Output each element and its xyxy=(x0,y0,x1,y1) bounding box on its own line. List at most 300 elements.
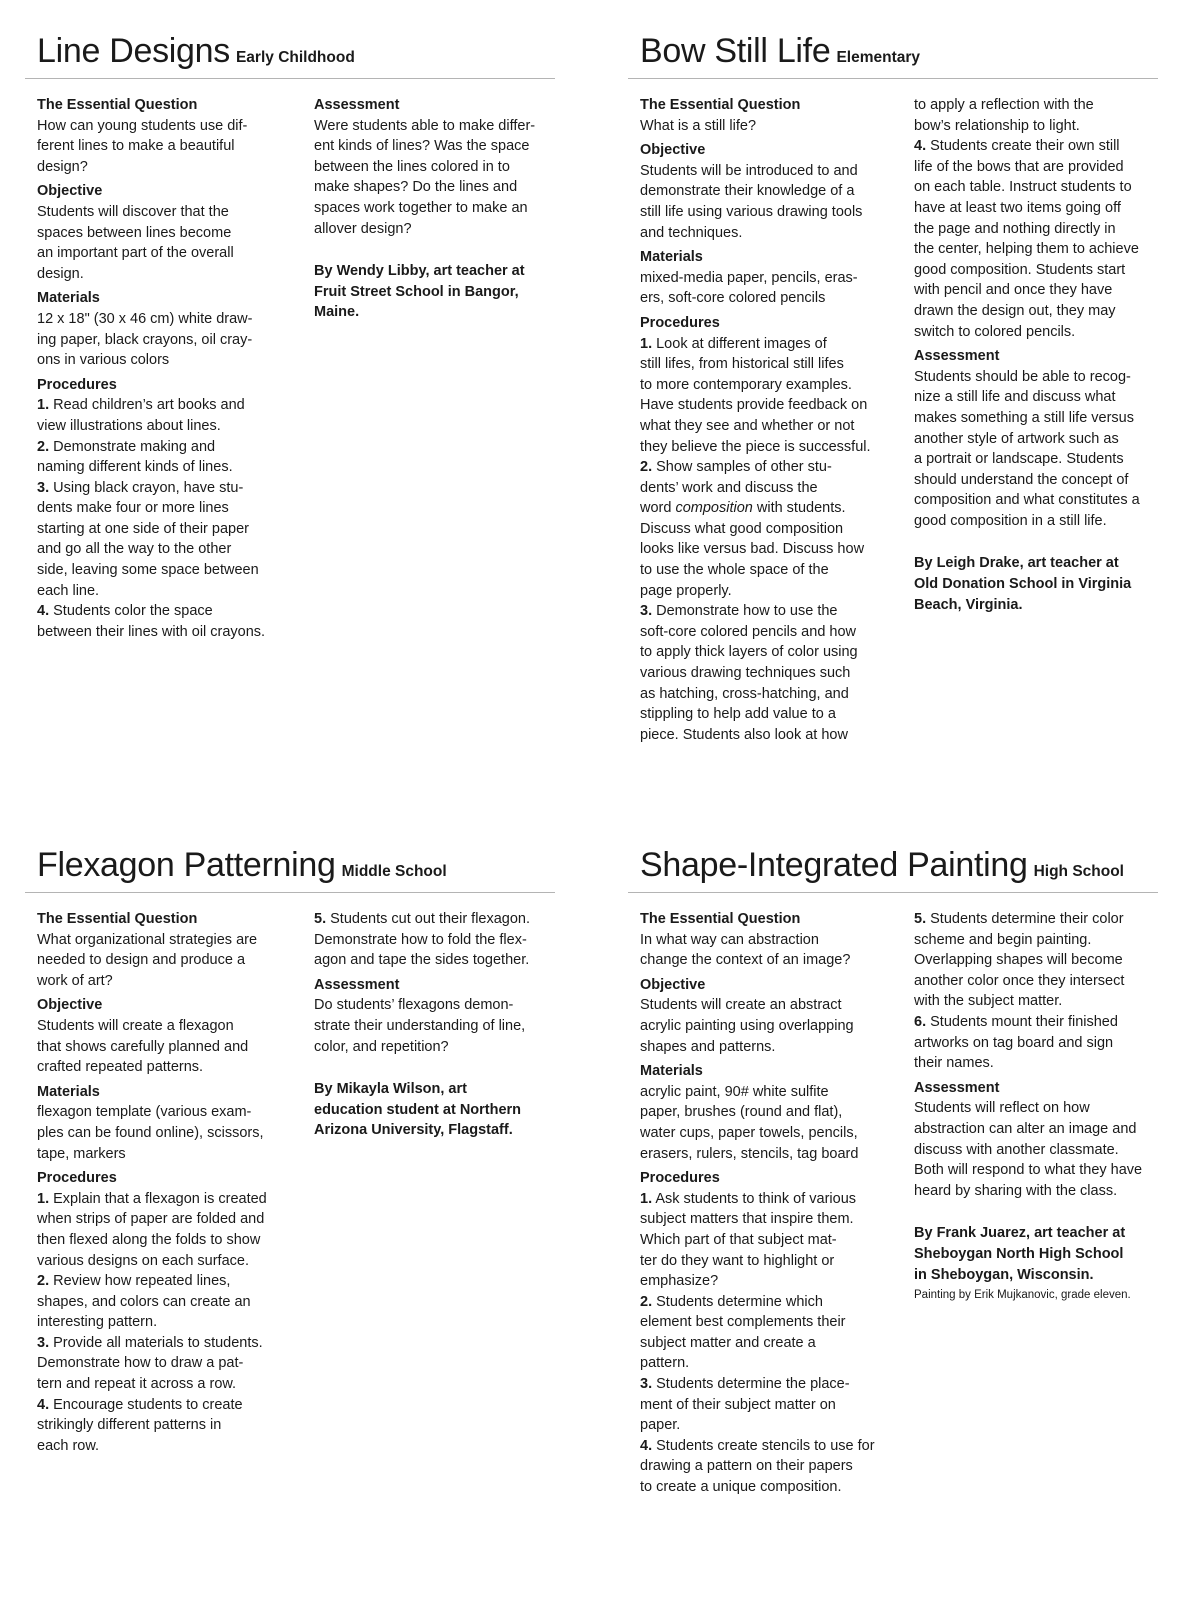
procedure-text: page properly. xyxy=(640,582,732,599)
procedure-line xyxy=(640,334,892,355)
step-number: 1. xyxy=(37,397,50,414)
procedure-line xyxy=(640,498,892,519)
assessment-text: make shapes? Do the lines and xyxy=(314,179,518,196)
procedure-line xyxy=(37,416,289,437)
column-right xyxy=(314,909,566,1141)
procedure-text: Demonstrate how to use the xyxy=(652,603,838,620)
procedure-text: various designs on each surface. xyxy=(37,1252,249,1269)
procedure-line xyxy=(640,725,892,746)
objective-text: Students will discover that the xyxy=(37,203,229,220)
byline-line: Fruit Street School in Bangor, xyxy=(314,283,519,300)
procedure-line xyxy=(914,950,1166,971)
procedure-line xyxy=(37,498,289,519)
procedure-line xyxy=(640,1456,892,1477)
procedure-line xyxy=(37,601,289,622)
procedure-line xyxy=(37,1271,289,1292)
assessment-text: nize a still life and discuss what xyxy=(914,389,1116,406)
procedure-text: another color once they intersect xyxy=(914,972,1125,989)
procedure-line xyxy=(37,1436,289,1457)
assessment-text: should understand the concept of xyxy=(914,471,1129,488)
objective-text: Students will be introduced to and xyxy=(640,162,858,179)
step-number: 3. xyxy=(37,1334,50,1351)
assessment-label: Assessment xyxy=(914,1079,1000,1096)
byline-line: By Leigh Drake, art teacher at xyxy=(914,555,1119,572)
procedures-label: Procedures xyxy=(640,1170,720,1187)
procedure-text: dents’ work and discuss the xyxy=(640,479,818,496)
procedure-text: bow’s relationship to light. xyxy=(914,117,1080,134)
procedure-line xyxy=(37,519,289,540)
procedure-text: with pencil and once they have xyxy=(914,282,1113,299)
procedure-line xyxy=(640,1415,892,1436)
materials-text: erasers, rulers, stencils, tag board xyxy=(640,1145,859,1162)
author-byline xyxy=(314,261,566,323)
assessment-text: spaces work together to make an xyxy=(314,199,528,216)
procedure-line xyxy=(37,1230,289,1251)
objective-label: Objective xyxy=(640,142,706,159)
procedure-line xyxy=(640,416,892,437)
materials-text: acrylic paint, 90# white sulfite xyxy=(640,1083,829,1100)
procedure-text: Provide all materials to students. xyxy=(49,1334,263,1351)
procedure-line xyxy=(640,395,892,416)
procedure-text: pattern. xyxy=(640,1355,690,1372)
procedure-line xyxy=(37,1333,289,1354)
procedure-text: soft-core colored pencils and how xyxy=(640,623,857,640)
procedure-text: element best complements their xyxy=(640,1314,846,1331)
essential-question-label: The Essential Question xyxy=(640,97,801,113)
assessment-text: strate their understanding of line, xyxy=(314,1017,526,1034)
procedure-line xyxy=(37,560,289,581)
procedure-line xyxy=(640,581,892,602)
procedure-text: Explain that a flexagon is created xyxy=(49,1190,267,1207)
assessment-text: ent kinds of lines? Was the space xyxy=(314,138,530,155)
procedure-line xyxy=(640,684,892,705)
objective-text: still life using various drawing tools xyxy=(640,203,863,220)
procedure-text: looks like versus bad. Discuss how xyxy=(640,541,865,558)
procedure-line xyxy=(640,1189,892,1210)
procedure-text: when strips of paper are folded and xyxy=(37,1211,265,1228)
essential-question-text: change the context of an image? xyxy=(640,952,851,969)
procedure-line xyxy=(640,1251,892,1272)
assessment-label: Assessment xyxy=(314,97,400,113)
lesson-title: Flexagon Patterning xyxy=(37,846,336,884)
assessment-text: makes something a still life versus xyxy=(914,409,1134,426)
objective-text: that shows carefully planned and xyxy=(37,1038,249,1055)
materials-text: tape, markers xyxy=(37,1145,126,1162)
procedure-text: to use the whole space of the xyxy=(640,562,829,579)
procedure-line xyxy=(914,930,1166,951)
procedure-line xyxy=(914,239,1166,260)
procedure-line xyxy=(37,539,289,560)
column-left xyxy=(37,95,289,642)
materials-text: ing paper, black crayons, oil cray- xyxy=(37,331,253,348)
procedure-text: still lifes, from historical still lifes xyxy=(640,356,844,373)
procedure-text: Demonstrate how to draw a pat- xyxy=(37,1355,244,1372)
assessment-text: Both will respond to what they have xyxy=(914,1162,1143,1179)
objective-text: design. xyxy=(37,265,84,282)
procedure-text: Students determine which xyxy=(652,1293,823,1310)
procedure-text: Review how repeated lines, xyxy=(49,1273,231,1290)
procedure-line xyxy=(640,1271,892,1292)
procedure-text: life of the bows that are provided xyxy=(914,158,1124,175)
author-byline xyxy=(314,1079,566,1141)
procedure-line xyxy=(914,1033,1166,1054)
procedure-line xyxy=(914,971,1166,992)
step-number: 4. xyxy=(914,138,927,155)
procedure-text: each line. xyxy=(37,582,100,599)
column-left xyxy=(640,95,892,745)
procedure-line xyxy=(914,219,1166,240)
procedure-text: artworks on tag board and sign xyxy=(914,1034,1114,1051)
assessment-text: composition and what constitutes a xyxy=(914,492,1140,509)
objective-text: Students will create an abstract xyxy=(640,997,842,1014)
procedure-text: they believe the piece is successful. xyxy=(640,438,871,455)
procedure-text: Students determine their color xyxy=(926,911,1124,927)
essential-question-text: design? xyxy=(37,158,88,175)
procedure-emphasis: composition xyxy=(675,500,753,517)
assessment-text: Were students able to make differ- xyxy=(314,117,536,134)
essential-question-text: needed to design and produce a xyxy=(37,952,246,969)
procedures-label: Procedures xyxy=(37,376,117,393)
procedure-line xyxy=(640,519,892,540)
lesson-1 xyxy=(25,32,555,640)
materials-text: ers, soft-core colored pencils xyxy=(640,290,826,307)
step-number: 4. xyxy=(37,1396,50,1413)
assessment-text: good composition in a still life. xyxy=(914,512,1107,529)
column-left xyxy=(37,909,289,1456)
procedure-line xyxy=(640,601,892,622)
materials-label: Materials xyxy=(640,1063,703,1080)
objective-text: Students will create a flexagon xyxy=(37,1017,234,1034)
procedure-text: view illustrations about lines. xyxy=(37,417,221,434)
procedure-line xyxy=(640,375,892,396)
procedure-text: side, leaving some space between xyxy=(37,562,259,579)
procedure-line xyxy=(37,1251,289,1272)
procedure-line xyxy=(914,116,1166,137)
procedure-line xyxy=(914,991,1166,1012)
procedure-text: drawing a pattern on their papers xyxy=(640,1458,853,1475)
procedure-text: subject matters that inspire them. xyxy=(640,1211,854,1228)
materials-text: mixed-media paper, pencils, eras- xyxy=(640,269,858,286)
procedure-text: Discuss what good composition xyxy=(640,520,844,537)
procedure-line xyxy=(37,395,289,416)
column-right xyxy=(914,95,1166,615)
materials-label: Materials xyxy=(37,1083,100,1100)
essential-question-text: In what way can abstraction xyxy=(640,931,819,948)
grade-level: Middle School xyxy=(341,863,447,880)
step-number: 3. xyxy=(37,479,50,496)
procedure-text: to apply a reflection with the xyxy=(914,97,1094,113)
byline-line: By Frank Juarez, art teacher at xyxy=(914,1225,1126,1242)
procedure-line xyxy=(640,437,892,458)
materials-text: paper, brushes (round and flat), xyxy=(640,1104,843,1121)
objective-text: spaces between lines become xyxy=(37,224,232,241)
procedure-line xyxy=(314,909,566,930)
essential-question-text: How can young students use dif- xyxy=(37,117,248,134)
byline-line: By Mikayla Wilson, art xyxy=(314,1081,467,1098)
step-number: 5. xyxy=(914,911,927,927)
procedure-line xyxy=(640,478,892,499)
procedure-line xyxy=(640,560,892,581)
procedure-text: Encourage students to create xyxy=(49,1396,243,1413)
procedure-text: between their lines with oil crayons. xyxy=(37,623,266,640)
essential-question-label: The Essential Question xyxy=(37,911,198,927)
procedure-text: Ask students to think of various xyxy=(652,1190,857,1207)
procedure-text: Students color the space xyxy=(49,603,213,620)
objective-text: crafted repeated patterns. xyxy=(37,1059,204,1076)
procedure-text: Look at different images of xyxy=(652,335,827,352)
procedure-text: Demonstrate making and xyxy=(49,438,216,455)
lesson-4 xyxy=(628,846,1158,1496)
procedure-text: Students mount their finished xyxy=(926,1013,1118,1030)
procedure-text: their names. xyxy=(914,1055,994,1072)
procedure-text: drawn the design out, they may xyxy=(914,302,1116,319)
procedure-text: ment of their subject matter on xyxy=(640,1396,836,1413)
byline-line: Sheboygan North High School xyxy=(914,1245,1124,1262)
procedure-line xyxy=(37,1189,289,1210)
procedure-line xyxy=(640,1477,892,1498)
byline-line: Arizona University, Flagstaff. xyxy=(314,1122,513,1139)
procedure-text: to create a unique composition. xyxy=(640,1479,842,1496)
procedure-text: Demonstrate how to fold the flex- xyxy=(314,931,527,948)
procedure-line xyxy=(640,1333,892,1354)
assessment-text: abstraction can alter an image and xyxy=(914,1120,1137,1137)
procedure-text: strikingly different patterns in xyxy=(37,1417,222,1434)
step-number: 4. xyxy=(640,1437,653,1454)
procedure-line xyxy=(640,457,892,478)
procedure-text: ter do they want to highlight or xyxy=(640,1252,835,1269)
column-right xyxy=(314,95,566,323)
procedure-line xyxy=(914,157,1166,178)
assessment-label: Assessment xyxy=(914,348,1000,365)
procedure-line xyxy=(914,280,1166,301)
step-number: 2. xyxy=(640,459,653,476)
procedure-text: scheme and begin painting. xyxy=(914,931,1092,948)
procedure-text: Read children’s art books and xyxy=(49,397,245,414)
step-number: 2. xyxy=(37,1273,50,1290)
procedure-line xyxy=(914,177,1166,198)
objective-label: Objective xyxy=(640,976,706,993)
procedure-text: good composition. Students start xyxy=(914,261,1126,278)
procedure-text: emphasize? xyxy=(640,1273,719,1290)
objective-label: Objective xyxy=(37,183,103,200)
procedure-text: Overlapping shapes will become xyxy=(914,952,1123,969)
step-number: 1. xyxy=(640,1190,653,1207)
procedure-text: Using black crayon, have stu- xyxy=(49,479,244,496)
procedure-line xyxy=(37,1374,289,1395)
procedure-line xyxy=(37,1209,289,1230)
step-number: 2. xyxy=(37,438,50,455)
procedure-text: the page and nothing directly in xyxy=(914,220,1116,237)
procedure-line xyxy=(914,301,1166,322)
procedure-text: what they see and whether or not xyxy=(640,417,855,434)
assessment-text: between the lines colored in to xyxy=(314,158,510,175)
lesson-title: Line Designs xyxy=(37,32,230,70)
grade-level: High School xyxy=(1033,863,1124,880)
assessment-text: allover design? xyxy=(314,220,412,237)
step-number: 1. xyxy=(640,335,653,352)
procedure-line xyxy=(37,581,289,602)
procedure-text: the center, helping them to achieve xyxy=(914,241,1139,258)
procedure-text: piece. Students also look at how xyxy=(640,726,848,743)
objective-text: acrylic painting using overlapping xyxy=(640,1017,854,1034)
procedure-text: and go all the way to the other xyxy=(37,541,232,558)
procedure-text: on each table. Instruct students to xyxy=(914,179,1132,196)
procedure-text: tern and repeat it across a row. xyxy=(37,1376,237,1393)
objective-text: and techniques. xyxy=(640,224,743,241)
procedure-text: as hatching, cross-hatching, and xyxy=(640,685,849,702)
assessment-text: another style of artwork such as xyxy=(914,430,1119,447)
byline-line: Beach, Virginia. xyxy=(914,596,1023,613)
procedure-line xyxy=(914,909,1166,930)
procedure-text: naming different kinds of lines. xyxy=(37,459,233,476)
byline-line: in Sheboygan, Wisconsin. xyxy=(914,1266,1094,1283)
procedure-line xyxy=(37,1292,289,1313)
step-number: 3. xyxy=(640,603,653,620)
procedure-text: various drawing techniques such xyxy=(640,665,851,682)
procedure-line xyxy=(314,930,566,951)
column-right xyxy=(914,909,1166,1303)
assessment-text: Students will reflect on how xyxy=(914,1100,1090,1117)
assessment-text: Do students’ flexagons demon- xyxy=(314,997,514,1014)
procedure-line xyxy=(314,950,566,971)
procedure-line xyxy=(640,1436,892,1457)
assessment-text: discuss with another classmate. xyxy=(914,1141,1119,1158)
objective-text: shapes and patterns. xyxy=(640,1038,776,1055)
procedure-line xyxy=(37,457,289,478)
procedure-text: word xyxy=(640,500,676,517)
procedure-line xyxy=(37,1353,289,1374)
lesson-3 xyxy=(25,846,555,1454)
materials-text: flexagon template (various exam- xyxy=(37,1104,252,1121)
step-number: 4. xyxy=(37,603,50,620)
materials-text: water cups, paper towels, pencils, xyxy=(640,1124,858,1141)
step-number: 2. xyxy=(640,1293,653,1310)
procedure-line xyxy=(640,1312,892,1333)
procedure-text: each row. xyxy=(37,1437,100,1454)
lesson-2 xyxy=(628,32,1158,743)
procedure-line xyxy=(37,1312,289,1333)
procedure-text: with the subject matter. xyxy=(914,993,1063,1010)
procedure-line xyxy=(37,437,289,458)
procedure-text: Students cut out their flexagon. xyxy=(326,911,531,927)
procedure-line xyxy=(914,1012,1166,1033)
materials-label: Materials xyxy=(37,290,100,307)
materials-label: Materials xyxy=(640,249,703,266)
procedure-line xyxy=(37,622,289,643)
procedure-line xyxy=(640,1230,892,1251)
procedure-line xyxy=(37,1415,289,1436)
procedure-line xyxy=(37,478,289,499)
column-left xyxy=(640,909,892,1498)
procedure-text: Students create their own still xyxy=(926,138,1120,155)
procedure-text: then flexed along the folds to show xyxy=(37,1231,261,1248)
step-number: 5. xyxy=(314,911,327,927)
lesson-header xyxy=(25,32,555,79)
procedures-label: Procedures xyxy=(37,1170,117,1187)
essential-question-label: The Essential Question xyxy=(37,97,198,113)
procedure-line xyxy=(914,322,1166,343)
procedures-label: Procedures xyxy=(640,314,720,331)
assessment-label: Assessment xyxy=(314,976,400,993)
byline-line: Maine. xyxy=(314,304,360,321)
procedure-text: starting at one side of their paper xyxy=(37,520,249,537)
assessment-text: Students should be able to recog- xyxy=(914,368,1131,385)
procedure-text: shapes, and colors can create an xyxy=(37,1293,251,1310)
procedure-text: agon and tape the sides together. xyxy=(314,952,530,969)
procedure-line xyxy=(914,260,1166,281)
procedure-line xyxy=(914,95,1166,116)
lesson-title: Bow Still Life xyxy=(640,32,831,70)
procedure-text: to apply thick layers of color using xyxy=(640,644,858,661)
procedure-text: Which part of that subject mat- xyxy=(640,1231,837,1248)
author-byline xyxy=(914,1223,1166,1285)
procedure-text: paper. xyxy=(640,1417,681,1434)
procedure-text: Show samples of other stu- xyxy=(652,459,832,476)
procedure-line xyxy=(640,1353,892,1374)
procedure-line xyxy=(640,642,892,663)
step-number: 3. xyxy=(640,1376,653,1393)
procedure-line xyxy=(640,1209,892,1230)
objective-text: demonstrate their knowledge of a xyxy=(640,183,855,200)
essential-question-text: What is a still life? xyxy=(640,117,757,134)
materials-text: ples can be found online), scissors, xyxy=(37,1124,264,1141)
procedure-line xyxy=(640,354,892,375)
procedure-text: Have students provide feedback on xyxy=(640,397,868,414)
byline-line: education student at Northern xyxy=(314,1101,522,1118)
procedure-text: to more contemporary examples. xyxy=(640,376,852,393)
essential-question-text: ferent lines to make a beautiful xyxy=(37,138,235,155)
procedure-line xyxy=(914,136,1166,157)
byline-line: Old Donation School in Virginia xyxy=(914,576,1132,593)
step-number: 1. xyxy=(37,1190,50,1207)
procedure-text: dents make four or more lines xyxy=(37,500,229,517)
procedure-text: with students. xyxy=(752,500,846,517)
procedure-line xyxy=(640,1292,892,1313)
procedure-line xyxy=(37,1395,289,1416)
materials-text: 12 x 18" (30 x 46 cm) white draw- xyxy=(37,310,253,327)
materials-text: ons in various colors xyxy=(37,352,170,369)
grade-level: Early Childhood xyxy=(235,49,355,66)
procedure-line xyxy=(914,1053,1166,1074)
procedure-line xyxy=(640,704,892,725)
procedure-line xyxy=(640,1395,892,1416)
author-byline xyxy=(914,553,1166,615)
byline-line: By Wendy Libby, art teacher at xyxy=(314,263,525,280)
objective-text: an important part of the overall xyxy=(37,245,234,262)
lesson-header xyxy=(25,846,555,893)
procedure-text: stippling to help add value to a xyxy=(640,706,836,723)
essential-question-text: What organizational strategies are xyxy=(37,931,258,948)
lesson-title: Shape-Integrated Painting xyxy=(640,846,1028,884)
procedure-text: interesting pattern. xyxy=(37,1314,158,1331)
artwork-credit: Painting by Erik Mujkanovic, grade eleven. xyxy=(914,1289,1131,1302)
essential-question-text: work of art? xyxy=(37,972,113,989)
objective-label: Objective xyxy=(37,997,103,1014)
procedure-text: subject matter and create a xyxy=(640,1334,816,1351)
procedure-text: Students determine the place- xyxy=(652,1376,850,1393)
procedure-text: have at least two items going off xyxy=(914,199,1121,216)
assessment-text: a portrait or landscape. Students xyxy=(914,451,1124,468)
assessment-text: color, and repetition? xyxy=(314,1038,449,1055)
procedure-line xyxy=(914,198,1166,219)
procedure-line xyxy=(640,663,892,684)
essential-question-label: The Essential Question xyxy=(640,911,801,927)
lesson-header xyxy=(628,846,1158,893)
grade-level: Elementary xyxy=(836,49,921,66)
procedure-text: Students create stencils to use for xyxy=(652,1437,875,1454)
assessment-text: heard by sharing with the class. xyxy=(914,1182,1118,1199)
procedure-line xyxy=(640,622,892,643)
